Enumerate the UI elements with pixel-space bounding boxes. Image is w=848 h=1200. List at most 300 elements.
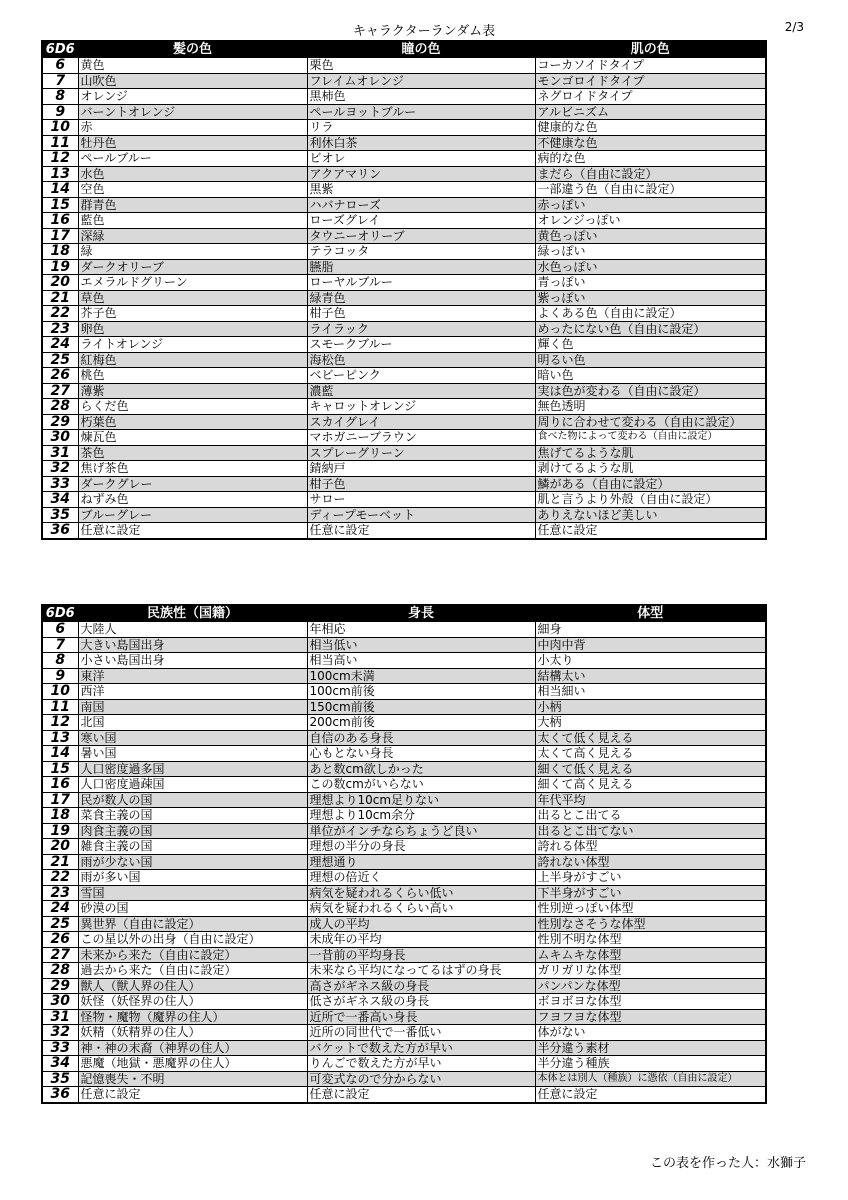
dice-number-cell: 29 <box>42 978 78 994</box>
table-cell: 上半身がすごい <box>535 870 766 886</box>
table-cell: 東洋 <box>78 668 307 684</box>
table-cell: ディープモーベット <box>307 507 535 523</box>
table-row <box>42 135 766 151</box>
table-cell: 薄紫 <box>78 383 307 399</box>
table-row <box>42 228 766 244</box>
dice-number-cell: 27 <box>42 383 78 399</box>
table-cell: テラコッタ <box>307 244 535 260</box>
table-row <box>42 1087 766 1103</box>
dice-number-cell: 26 <box>42 368 78 384</box>
table-row <box>42 637 766 653</box>
table-row <box>42 290 766 306</box>
table-cell: 未来なら平均になってるはずの身長 <box>307 963 535 979</box>
dice-number-cell: 16 <box>42 777 78 793</box>
dice-number-cell: 16 <box>42 213 78 229</box>
table-cell: 任意に設定 <box>78 523 307 539</box>
table-row <box>42 808 766 824</box>
table-row <box>42 414 766 430</box>
table-cell: 明るい色 <box>535 352 766 368</box>
table-cell: 芥子色 <box>78 306 307 322</box>
dice-number-cell: 7 <box>42 637 78 653</box>
table-cell: 悪魔（地獄・悪魔界の住人） <box>78 1056 307 1072</box>
table-row <box>42 901 766 917</box>
dice-number-cell: 23 <box>42 321 78 337</box>
table-cell: 低さがギネス級の身長 <box>307 994 535 1010</box>
table-cell: 民が数人の国 <box>78 792 307 808</box>
table-cell: 出るとこ出てない <box>535 823 766 839</box>
dice-number-cell: 8 <box>42 89 78 105</box>
page-number: 2/3 <box>784 20 804 34</box>
table-cell: 藍色 <box>78 213 307 229</box>
column-header: 民族性（国籍） <box>78 605 307 622</box>
table-cell: 性別逆っぽい体型 <box>535 901 766 917</box>
dice-number-cell: 25 <box>42 916 78 932</box>
table-cell: 成人の平均 <box>307 916 535 932</box>
dice-number-cell: 7 <box>42 73 78 89</box>
table-row <box>42 1040 766 1056</box>
table-cell: 性別なさそうな体型 <box>535 916 766 932</box>
table-cell: 本体とは別人（種族）に憑依（自由に設定） <box>535 1071 766 1087</box>
table-cell: 草色 <box>78 290 307 306</box>
table-cell: ビオレ <box>307 151 535 167</box>
table-cell: 暑い国 <box>78 746 307 762</box>
dice-number-cell: 34 <box>42 1056 78 1072</box>
dice-number-cell: 6 <box>42 622 78 638</box>
dice-number-cell: 30 <box>42 994 78 1010</box>
table-cell: 病的な色 <box>535 151 766 167</box>
dice-number-cell: 33 <box>42 476 78 492</box>
table-row <box>42 1025 766 1041</box>
table-cell: 自信のある身長 <box>307 730 535 746</box>
column-header: 瞳の色 <box>307 41 535 58</box>
table-cell: ハバナローズ <box>307 197 535 213</box>
table-cell: スプレーグリーン <box>307 445 535 461</box>
table-cell: 200cm前後 <box>307 715 535 731</box>
column-header: 肌の色 <box>535 41 766 58</box>
table-cell: 細くて高く見える <box>535 777 766 793</box>
table-cell: 大柄 <box>535 715 766 731</box>
dice-number-cell: 32 <box>42 1025 78 1041</box>
table-row <box>42 1071 766 1087</box>
table-cell: 相当高い <box>307 653 535 669</box>
table-cell: あと数cm欲しかった <box>307 761 535 777</box>
table-row <box>42 306 766 322</box>
table-cell: アルビニズム <box>535 104 766 120</box>
dice-number-cell: 11 <box>42 699 78 715</box>
dice-number-cell: 22 <box>42 870 78 886</box>
table-cell: ペールブルー <box>78 151 307 167</box>
table-cell: 栗色 <box>307 58 535 74</box>
table-cell: 150cm前後 <box>307 699 535 715</box>
table-cell: 近所で一番高い身長 <box>307 1009 535 1025</box>
table-cell: ライトオレンジ <box>78 337 307 353</box>
table-cell: 青っぽい <box>535 275 766 291</box>
table-cell: 無色透明 <box>535 399 766 415</box>
table-cell: 高さがギネス級の身長 <box>307 978 535 994</box>
table-row <box>42 668 766 684</box>
table-cell: サロー <box>307 492 535 508</box>
table-cell: ペールヨットブルー <box>307 104 535 120</box>
dice-number-cell: 28 <box>42 963 78 979</box>
table-row <box>42 151 766 167</box>
table-cell: りんごで数えた方が早い <box>307 1056 535 1072</box>
table-row <box>42 870 766 886</box>
table-cell: 水色 <box>78 166 307 182</box>
dice-number-cell: 10 <box>42 684 78 700</box>
table-row <box>42 445 766 461</box>
table-cell: 100cm前後 <box>307 684 535 700</box>
table-cell: 煉瓦色 <box>78 430 307 446</box>
table-cell: ガリガリな体型 <box>535 963 766 979</box>
table-cell: リラ <box>307 120 535 136</box>
dice-number-cell: 22 <box>42 306 78 322</box>
dice-number-cell: 13 <box>42 730 78 746</box>
dice-number-cell: 24 <box>42 901 78 917</box>
table-row <box>42 854 766 870</box>
table-cell: 北国 <box>78 715 307 731</box>
table-cell: 紅梅色 <box>78 352 307 368</box>
dice-number-cell: 19 <box>42 259 78 275</box>
table-cell: 雑食主義の国 <box>78 839 307 855</box>
table-row <box>42 777 766 793</box>
table-row <box>42 275 766 291</box>
dice-number-cell: 30 <box>42 430 78 446</box>
table-header-row <box>42 605 766 622</box>
dice-number-cell: 14 <box>42 746 78 762</box>
table-cell: ボヨボヨな体型 <box>535 994 766 1010</box>
table-row <box>42 684 766 700</box>
table-row <box>42 653 766 669</box>
table-cell: 近所の同世代で一番低い <box>307 1025 535 1041</box>
table-cell: モンゴロイドタイプ <box>535 73 766 89</box>
dice-number-cell: 21 <box>42 290 78 306</box>
table-cell: タウニーオリーブ <box>307 228 535 244</box>
table-row <box>42 58 766 74</box>
table-cell: 一昔前の平均身長 <box>307 947 535 963</box>
table-row <box>42 89 766 105</box>
table-cell: 相当細い <box>535 684 766 700</box>
dice-number-cell: 31 <box>42 1009 78 1025</box>
table-cell: 細くて低く見える <box>535 761 766 777</box>
table-cell: 過去から来た（自由に設定） <box>78 963 307 979</box>
dice-number-cell: 17 <box>42 792 78 808</box>
table-cell: バケットで数えた方が早い <box>307 1040 535 1056</box>
table-cell: 牡丹色 <box>78 135 307 151</box>
dice-number-cell: 10 <box>42 120 78 136</box>
table-cell: ダークオリーブ <box>78 259 307 275</box>
table-cell: 輝く色 <box>535 337 766 353</box>
table-row <box>42 746 766 762</box>
table-row <box>42 761 766 777</box>
table-cell: 鱗がある（自由に設定） <box>535 476 766 492</box>
table-cell: 緑 <box>78 244 307 260</box>
table-cell: オレンジ <box>78 89 307 105</box>
table-row <box>42 197 766 213</box>
dice-column-header: 6D6 <box>42 605 78 622</box>
table-row <box>42 73 766 89</box>
table-cell: ブルーグレー <box>78 507 307 523</box>
dice-number-cell: 33 <box>42 1040 78 1056</box>
table-cell: 深緑 <box>78 228 307 244</box>
table-cell: 未来から来た（自由に設定） <box>78 947 307 963</box>
table-cell: 下半身がすごい <box>535 885 766 901</box>
table-cell: 太くて低く見える <box>535 730 766 746</box>
table-cell: 焦げ茶色 <box>78 461 307 477</box>
dice-number-cell: 13 <box>42 166 78 182</box>
table-cell: 結構太い <box>535 668 766 684</box>
author-credit: この表を作った人：水獅子 <box>649 1156 806 1171</box>
table-cell: 茶色 <box>78 445 307 461</box>
table-cell: この星以外の出身（自由に設定） <box>78 932 307 948</box>
table-cell: 小さい島国出身 <box>78 653 307 669</box>
table-cell: オレンジっぽい <box>535 213 766 229</box>
table-cell: 桃色 <box>78 368 307 384</box>
hair-eye-skin-table <box>41 40 767 540</box>
table-cell: 焦げてるような肌 <box>535 445 766 461</box>
table-row <box>42 337 766 353</box>
table-cell: まだら（自由に設定） <box>535 166 766 182</box>
table-cell: 神・神の末裔（神界の住人） <box>78 1040 307 1056</box>
table-cell: 海松色 <box>307 352 535 368</box>
table-cell: 朽葉色 <box>78 414 307 430</box>
table-cell: フレイムオレンジ <box>307 73 535 89</box>
dice-number-cell: 19 <box>42 823 78 839</box>
table-row <box>42 715 766 731</box>
table-row <box>42 885 766 901</box>
ethnicity-height-build-table <box>41 604 767 1104</box>
dice-number-cell: 34 <box>42 492 78 508</box>
dice-number-cell: 17 <box>42 228 78 244</box>
table-cell: ねずみ色 <box>78 492 307 508</box>
table-cell: 怪物・魔物（魔界の住人） <box>78 1009 307 1025</box>
table-cell: 可変式なので分からない <box>307 1071 535 1087</box>
table-cell: マホガニーブラウン <box>307 430 535 446</box>
table-cell: 出るとこ出てる <box>535 808 766 824</box>
dice-number-cell: 15 <box>42 197 78 213</box>
table-cell: 異世界（自由に設定） <box>78 916 307 932</box>
table-cell: 相当低い <box>307 637 535 653</box>
table-cell: 砂漠の国 <box>78 901 307 917</box>
table-row <box>42 104 766 120</box>
dice-number-cell: 25 <box>42 352 78 368</box>
table-cell: 性別不明な体型 <box>535 932 766 948</box>
table-row <box>42 699 766 715</box>
table-cell: コーカソイドタイプ <box>535 58 766 74</box>
dice-number-cell: 35 <box>42 1071 78 1087</box>
table-cell: 暗い色 <box>535 368 766 384</box>
dice-number-cell: 12 <box>42 715 78 731</box>
table-row <box>42 182 766 198</box>
table-cell: バーントオレンジ <box>78 104 307 120</box>
table-cell: 西洋 <box>78 684 307 700</box>
table-cell: アクアマリン <box>307 166 535 182</box>
dice-number-cell: 18 <box>42 808 78 824</box>
table-cell: 任意に設定 <box>535 523 766 539</box>
table-row <box>42 461 766 477</box>
table-cell: 山吹色 <box>78 73 307 89</box>
table-cell: フヨフヨな体型 <box>535 1009 766 1025</box>
table-cell: 妖精（妖精界の住人） <box>78 1025 307 1041</box>
table-cell: 水色っぽい <box>535 259 766 275</box>
column-header: 髪の色 <box>78 41 307 58</box>
table-row <box>42 430 766 446</box>
table-cell: 小太り <box>535 653 766 669</box>
table-cell: 剥けてるような肌 <box>535 461 766 477</box>
table-cell: らくだ色 <box>78 399 307 415</box>
dice-number-cell: 24 <box>42 337 78 353</box>
table-row <box>42 352 766 368</box>
table-cell: 空色 <box>78 182 307 198</box>
table-row <box>42 1009 766 1025</box>
table-cell: キャロットオレンジ <box>307 399 535 415</box>
table-cell: 赤 <box>78 120 307 136</box>
table-cell: 黄色 <box>78 58 307 74</box>
table-cell: 雨が少ない国 <box>78 854 307 870</box>
table-row <box>42 492 766 508</box>
table-row <box>42 963 766 979</box>
table-cell: 任意に設定 <box>535 1087 766 1103</box>
dice-number-cell: 21 <box>42 854 78 870</box>
table-row <box>42 792 766 808</box>
table-row <box>42 947 766 963</box>
table-cell: 理想の半分の身長 <box>307 839 535 855</box>
table-cell: 年相応 <box>307 622 535 638</box>
table-row <box>42 368 766 384</box>
table-cell: 黒柿色 <box>307 89 535 105</box>
table-cell: 大陸人 <box>78 622 307 638</box>
table-cell: 実は色が変わる（自由に設定） <box>535 383 766 399</box>
table-cell: 肉食主義の国 <box>78 823 307 839</box>
table-row <box>42 730 766 746</box>
dice-number-cell: 23 <box>42 885 78 901</box>
dice-number-cell: 26 <box>42 932 78 948</box>
table-cell: 赤っぽい <box>535 197 766 213</box>
table-cell: 柑子色 <box>307 476 535 492</box>
table-cell: 病気を疑われるくらい高い <box>307 901 535 917</box>
dice-number-cell: 6 <box>42 58 78 74</box>
table-cell: 半分違う素材 <box>535 1040 766 1056</box>
table-cell: 妖怪（妖怪界の住人） <box>78 994 307 1010</box>
table-row <box>42 932 766 948</box>
dice-number-cell: 15 <box>42 761 78 777</box>
table-cell: 菜食主義の国 <box>78 808 307 824</box>
table-cell: 黄色っぽい <box>535 228 766 244</box>
table-cell: よくある色（自由に設定） <box>535 306 766 322</box>
dice-number-cell: 14 <box>42 182 78 198</box>
dice-number-cell: 9 <box>42 104 78 120</box>
table-cell: 濃藍 <box>307 383 535 399</box>
table-cell: 寒い国 <box>78 730 307 746</box>
table-cell: 任意に設定 <box>78 1087 307 1103</box>
table-cell: 食べた物によって変わる（自由に設定） <box>535 430 766 446</box>
table-cell: 肌と言うより外殻（自由に設定） <box>535 492 766 508</box>
dice-number-cell: 9 <box>42 668 78 684</box>
table-row <box>42 1056 766 1072</box>
table-row <box>42 823 766 839</box>
table-row <box>42 244 766 260</box>
table-row <box>42 622 766 638</box>
dice-column-header: 6D6 <box>42 41 78 58</box>
table-row <box>42 476 766 492</box>
table-cell: 100cm未満 <box>307 668 535 684</box>
dice-number-cell: 12 <box>42 151 78 167</box>
table-cell: 理想の倍近く <box>307 870 535 886</box>
dice-number-cell: 11 <box>42 135 78 151</box>
table-cell: 体がない <box>535 1025 766 1041</box>
table-cell: ベビーピンク <box>307 368 535 384</box>
dice-number-cell: 35 <box>42 507 78 523</box>
table-cell: 理想より10cm足りない <box>307 792 535 808</box>
table-cell: 中肉中背 <box>535 637 766 653</box>
table-row <box>42 507 766 523</box>
table-cell: 細身 <box>535 622 766 638</box>
table-cell: 小柄 <box>535 699 766 715</box>
dice-number-cell: 27 <box>42 947 78 963</box>
dice-number-cell: 31 <box>42 445 78 461</box>
table-cell: ローズグレイ <box>307 213 535 229</box>
dice-number-cell: 20 <box>42 839 78 855</box>
table-cell: 心もとない身長 <box>307 746 535 762</box>
table-cell: ダークグレー <box>78 476 307 492</box>
page-title: キャラクターランダム表 <box>352 24 496 39</box>
table-cell: 誇れない体型 <box>535 854 766 870</box>
table-cell: 任意に設定 <box>307 523 535 539</box>
table-row <box>42 994 766 1010</box>
table-cell: 半分違う種族 <box>535 1056 766 1072</box>
table-cell: 健康的な色 <box>535 120 766 136</box>
table-cell: 緑っぽい <box>535 244 766 260</box>
table-row <box>42 321 766 337</box>
table-cell: 獣人（獣人界の住人） <box>78 978 307 994</box>
table-cell: 大きい島国出身 <box>78 637 307 653</box>
table-cell: 未成年の平均 <box>307 932 535 948</box>
table-cell: 誇れる体型 <box>535 839 766 855</box>
table-cell: 任意に設定 <box>307 1087 535 1103</box>
table-row <box>42 978 766 994</box>
table-cell: パンパンな体型 <box>535 978 766 994</box>
table-cell: 緑青色 <box>307 290 535 306</box>
dice-number-cell: 32 <box>42 461 78 477</box>
table-cell: めったにない色（自由に設定） <box>535 321 766 337</box>
table-row <box>42 213 766 229</box>
dice-number-cell: 28 <box>42 399 78 415</box>
table-cell: 黒紫 <box>307 182 535 198</box>
table-cell: 周りに合わせて変わる（自由に設定） <box>535 414 766 430</box>
table-cell: 雨が多い国 <box>78 870 307 886</box>
table-cell: 利休白茶 <box>307 135 535 151</box>
table-row <box>42 259 766 275</box>
table-cell: 不健康な色 <box>535 135 766 151</box>
table-cell: 一部違う色（自由に設定） <box>535 182 766 198</box>
table-cell: ムキムキな体型 <box>535 947 766 963</box>
table-cell: ありえないほど美しい <box>535 507 766 523</box>
table-cell: 人口密度過疎国 <box>78 777 307 793</box>
table-cell: 太くて高く見える <box>535 746 766 762</box>
dice-number-cell: 29 <box>42 414 78 430</box>
table-cell: スモークブルー <box>307 337 535 353</box>
table-cell: 錆納戸 <box>307 461 535 477</box>
table-cell: 紫っぽい <box>535 290 766 306</box>
table-row <box>42 399 766 415</box>
table-cell: 群青色 <box>78 197 307 213</box>
dice-number-cell: 36 <box>42 523 78 539</box>
table-row <box>42 383 766 399</box>
table-cell: 人口密度過多国 <box>78 761 307 777</box>
table-cell: 記憶喪失・不明 <box>78 1071 307 1087</box>
table-row <box>42 839 766 855</box>
table-cell: 柑子色 <box>307 306 535 322</box>
table-cell: 年代平均 <box>535 792 766 808</box>
